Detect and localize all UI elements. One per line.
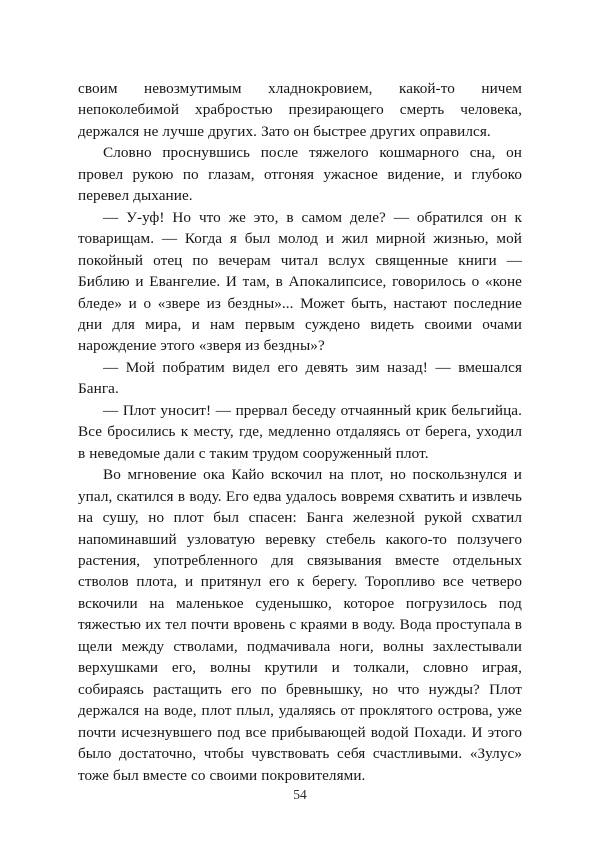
paragraph: своим невозмутимым хладнокровием, какой-то ничем непоколебимой храбростью презирающего смерть человека, держался не лучше других. Зато он быстрее других оправился. (78, 80, 522, 140)
paragraph: — Плот уносит! — прервал беседу отчаянный крик бельгийца. Все бросились к месту, где, медленно отдаляясь от берега, уходил в неведомые дали с таким трудом сооруженный плот. (78, 401, 522, 462)
page-number: 54 (293, 787, 307, 802)
paragraph: — У-уф! Но что же это, в самом деле? — обратился он к товарищам. — Когда я был молод и жил мирной жизнью, мой покойный отец по вечерам читал вслух священные книги — Библию и Евангелие. И там, в Апокалипсисе, говорилось о «коне бледе» и о «звере из бездны»... Может быть, настают последние дни для мира, и нам первым суждено видеть своими очами нарождение этого «зверя из бездны»? (78, 208, 522, 355)
paragraph: Во мгновение ока Кайо вскочил на плот, но поскользнулся и упал, скатился в воду. Его едва удалось вовремя схватить и извлечь на сушу, но плот был спасен: Банга железной рукой схватил напоминавший узловатую веревку стебель какого-то ползучего растения, употребленного для связывания вместе отдельных стволов плота, и притянул его к берегу. Торопливо все четверо вскочили на маленькое суденышко, которое погрузилось под тяжестью их тел почти вровень с краями в воду. Вода проступала в щели между стволами, подмачивала ноги, волны захлестывали верхушками его, волны крутили и толкали, словно играя, собираясь растащить его по бревнышку, но что нужды? Плот держался на воде, плот плыл, удаляясь от проклятого острова, уже почти исчезнувшего под все прибывающей водой Похади. И этого было достаточно, чтобы чувствовать себя счастливыми. «Зулус» тоже был вместе со своими покровителями. (78, 466, 522, 784)
paragraph: — Мой побратим видел его девять зим назад! — вмешался Банга. (78, 358, 522, 398)
paragraph: Словно проснувшись после тяжелого кошмарного сна, он провел рукою по глазам, отгоняя ужасное видение, и глубоко перевел дыхание. (78, 144, 522, 205)
page-text-block (78, 78, 522, 786)
